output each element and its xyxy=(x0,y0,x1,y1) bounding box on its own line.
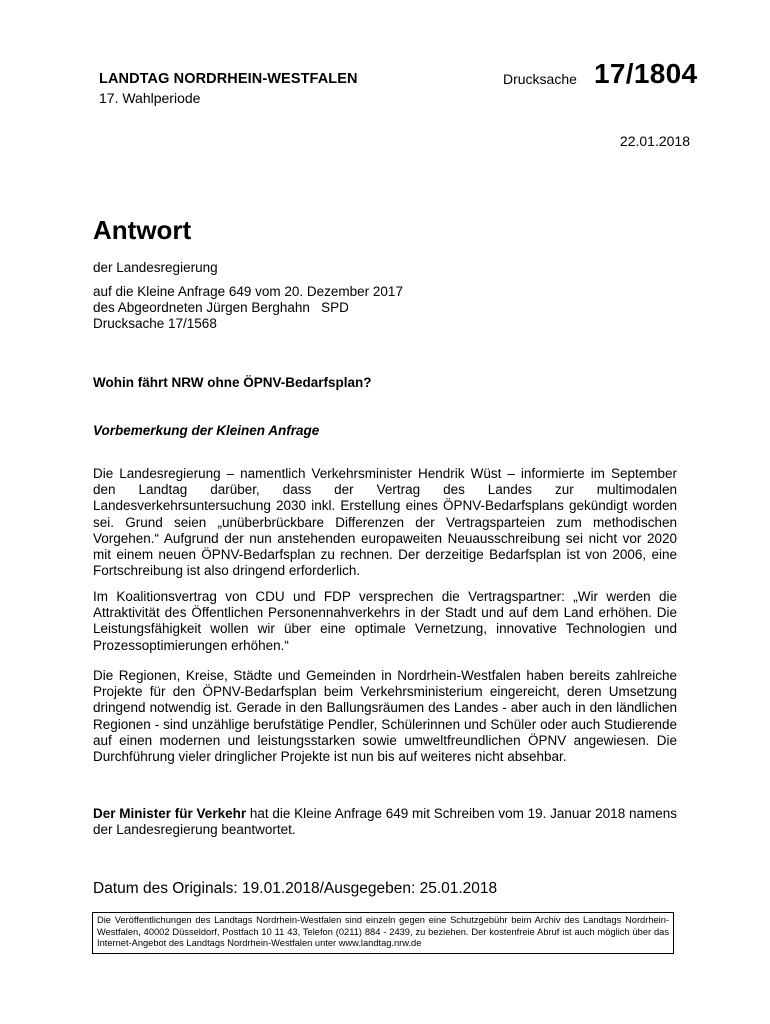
minister-statement-rest: hat die Kleine Anfrage 649 mit Schreiben vom 19. Januar 2018 namens der Landesregierung beantwortet. xyxy=(93,806,677,838)
origin-dates: Datum des Originals: 19.01.2018/Ausgegeben: 25.01.2018 xyxy=(93,880,498,897)
section-title: Vorbemerkung der Kleinen Anfrage xyxy=(93,423,320,438)
minister-statement xyxy=(93,806,677,838)
document-from: der Landesregierung xyxy=(93,260,218,275)
publication-notice-text: Die Veröffentlichungen des Landtags Nordrhein-Westfalen sind einzeln gegen eine Schutzgebühr beim Archiv des Landtags Nordrhein-Westfalen, 40002 Düsseldorf, Postfach 10 11 43, Telefon (0211) 884 - 2439, zu beziehen. Der kostenfreie Abruf ist auch möglich über das Internet-Angebot des Landtags Nordrhein-Westfalen unter www.landtag.nrw.de xyxy=(97,915,669,949)
document-date: 22.01.2018 xyxy=(619,133,690,149)
body-paragraph-1: Die Landesregierung – namentlich Verkehrsminister Hendrik Wüst – informierte im September den Landtag darüber, dass der Vertrag des Landes zur multimodalen Landesverkehrsuntersuchung 2030 inkl. Erstellung eines ÖPNV-Bedarfsplans gekündigt worden sei. Grund seien „unüberbrückbare Differenzen der Vertragsparteien zum methodischen Vorgehen.“ Aufgrund der nun anstehenden europaweiten Neuausschreibung sei nicht vor 2020 mit einem neuen ÖPNV-Bedarfsplan zu rechnen. Der derzeitige Bedarfsplan ist von 2006, eine Fortschreibung ist also dringend erforderlich. xyxy=(93,466,677,579)
body-paragraph-2: Im Koalitionsvertrag von CDU und FDP versprechen die Vertragspartner: „Wir werden die Attraktivität des Öffentlichen Personennahverkehrs in der Stadt und auf dem Land erhöhen. Die Leistungsfähigkeit wollen wir über eine optimale Vernetzung, innovative Technologien und Prozessoptimierungen erhöhen.“ xyxy=(93,589,677,653)
publication-notice-box xyxy=(92,912,674,954)
reference-line-2: des Abgeordneten Jürgen Berghahn SPD xyxy=(93,300,349,315)
legislative-period: 17. Wahlperiode xyxy=(99,90,201,106)
body-paragraph-3: Die Regionen, Kreise, Städte und Gemeinden in Nordrhein-Westfalen haben bereits zahlreiche Projekte für den ÖPNV-Bedarfsplan beim Verkehrsministerium eingereicht, deren Umsetzung dringend notwendig ist. Gerade in den Ballungsräumen des Landes - aber auch in den ländlichen Regionen - sind unzählige berufstätige Pendler, Schülerinnen und Schüler oder auch Studierende auf einen modernen und leistungsstarken sowie umweltfreundlichen ÖPNV angewiesen. Die Durchführung vieler dringlicher Projekte ist nun bis auf weiteres nicht absehbar. xyxy=(93,668,677,765)
question-title: Wohin fährt NRW ohne ÖPNV-Bedarfsplan? xyxy=(93,375,372,390)
parliament-name: LANDTAG NORDRHEIN-WESTFALEN xyxy=(99,71,358,87)
drucksache-label: Drucksache xyxy=(503,71,577,87)
minister-title: Der Minister für Verkehr xyxy=(93,806,247,821)
reference-line-3: Drucksache 17/1568 xyxy=(93,316,217,331)
drucksache-number: 17/1804 xyxy=(594,58,698,89)
document-type-title: Antwort xyxy=(93,215,192,245)
reference-line-1: auf die Kleine Anfrage 649 vom 20. Dezember 2017 xyxy=(93,284,403,299)
